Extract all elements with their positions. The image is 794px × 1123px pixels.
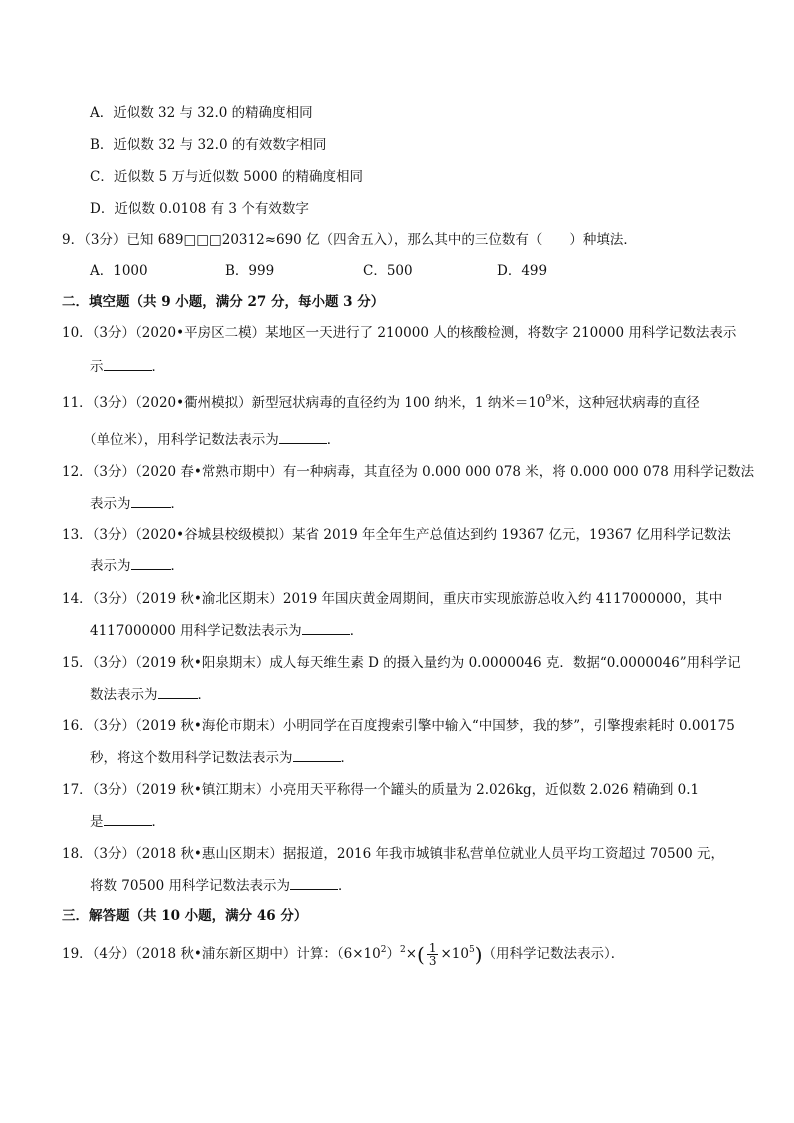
q15-line1: 15．（3分）（2019 秋•阳泉期末）成人每天维生素 D 的摄入量约为 0.0000046 克．数据“0.0000046”用科学记 — [62, 655, 741, 671]
q17-line1: 17．（3分）（2019 秋•镇江期末）小亮用天平称得一个罐头的质量为 2.026kg，近似数 2.026 精确到 0.1 — [62, 782, 700, 798]
q10-line1: 10．（3分）（2020•平房区二模）某地区一天进行了 210000 人的核酸检测，将数字 210000 用科学记数法表示 — [62, 325, 737, 341]
q13-line1: 13．（3分）（2020•谷城县校级模拟）某省 2019 年全年生产总值达到约 19367 亿元，19367 亿用科学记数法 — [62, 527, 731, 543]
q18-line2: 将数 70500 用科学记数法表示为 ． — [90, 878, 352, 894]
answer-blank — [131, 495, 171, 508]
q8-option-a: A．近似数 32 与 32.0 的精确度相同 — [90, 105, 313, 121]
q13-line2: 表示为 ． — [90, 558, 184, 574]
q10-line2: 示 ． — [90, 359, 165, 375]
answer-blank — [290, 877, 338, 890]
q15-line2: 数法表示为 ． — [90, 687, 211, 703]
q14-line2: 4117000000 用科学记数法表示为 ． — [90, 623, 364, 639]
answer-blank — [158, 686, 198, 699]
section-3-heading: 三．解答题（共 10 小题，满分 46 分） — [62, 908, 308, 924]
answer-blank — [293, 749, 341, 762]
q11-line2: （单位米），用科学记数法表示为 ． — [83, 432, 341, 448]
q9-option-c: C．500 — [363, 263, 413, 279]
q12-line2: 表示为 ． — [90, 496, 184, 512]
q19-stem: 19．（4分）（2018 秋•浦东新区期中）计算：$(6\times 10^2)^2\times$( $\frac{1}{3}$ $\times 10^5$)（用科学记数法表示）． — [62, 941, 625, 968]
fraction-one-third: $\frac{1}{3}$ — [428, 941, 437, 968]
q8-option-c: C．近似数 5 万与近似数 5000 的精确度相同 — [90, 169, 363, 185]
q9-stem: 9．（3分）已知 689□□□20312≈690 亿（四舍五入），那么其中的三位数有（ ）种填法． — [62, 232, 637, 248]
q9-option-a: A．1000 — [90, 263, 148, 279]
q11-line1: 11．（3分）（2020•衢州模拟）新型冠状病毒的直径约为 100 纳米，1 纳米$=10^9$米，这种冠状病毒的直径 — [62, 394, 700, 411]
q16-line1: 16．（3分）（2019 秋•海伦市期末）小明同学在百度搜索引擎中输入“中国梦，我的梦”，引擎搜索耗时 0.00175 — [62, 718, 735, 734]
answer-blank — [302, 622, 350, 635]
q8-option-b: B．近似数 32 与 32.0 的有效数字相同 — [90, 137, 327, 153]
q14-line1: 14．（3分）（2019 秋•渝北区期末）2019 年国庆黄金周期间，重庆市实现旅游总收入约 4117000000，其中 — [62, 591, 723, 607]
answer-blank — [104, 358, 152, 371]
q12-line1: 12．（3分）（2020 春•常熟市期中）有一种病毒，其直径为 0.000 000 078 米，将 0.000 000 078 用科学记数法 — [62, 464, 755, 480]
q16-line2: 秒，将这个数用科学记数法表示为 ． — [90, 750, 354, 766]
q8-option-d: D．近似数 0.0108 有 3 个有效数字 — [90, 201, 309, 217]
section-2-heading: 二．填空题（共 9 小题，满分 27 分，每小题 3 分） — [62, 294, 385, 310]
q9-option-d: D．499 — [497, 263, 548, 279]
q17-line2: 是 ． — [90, 814, 165, 830]
answer-blank — [104, 813, 152, 826]
q9-option-b: B．999 — [225, 263, 275, 279]
answer-blank — [131, 557, 171, 570]
answer-blank — [279, 431, 327, 444]
q18-line1: 18．（3分）（2018 秋•惠山区期末）据报道，2016 年我市城镇非私营单位就业人员平均工资超过 70500 元， — [62, 846, 725, 862]
